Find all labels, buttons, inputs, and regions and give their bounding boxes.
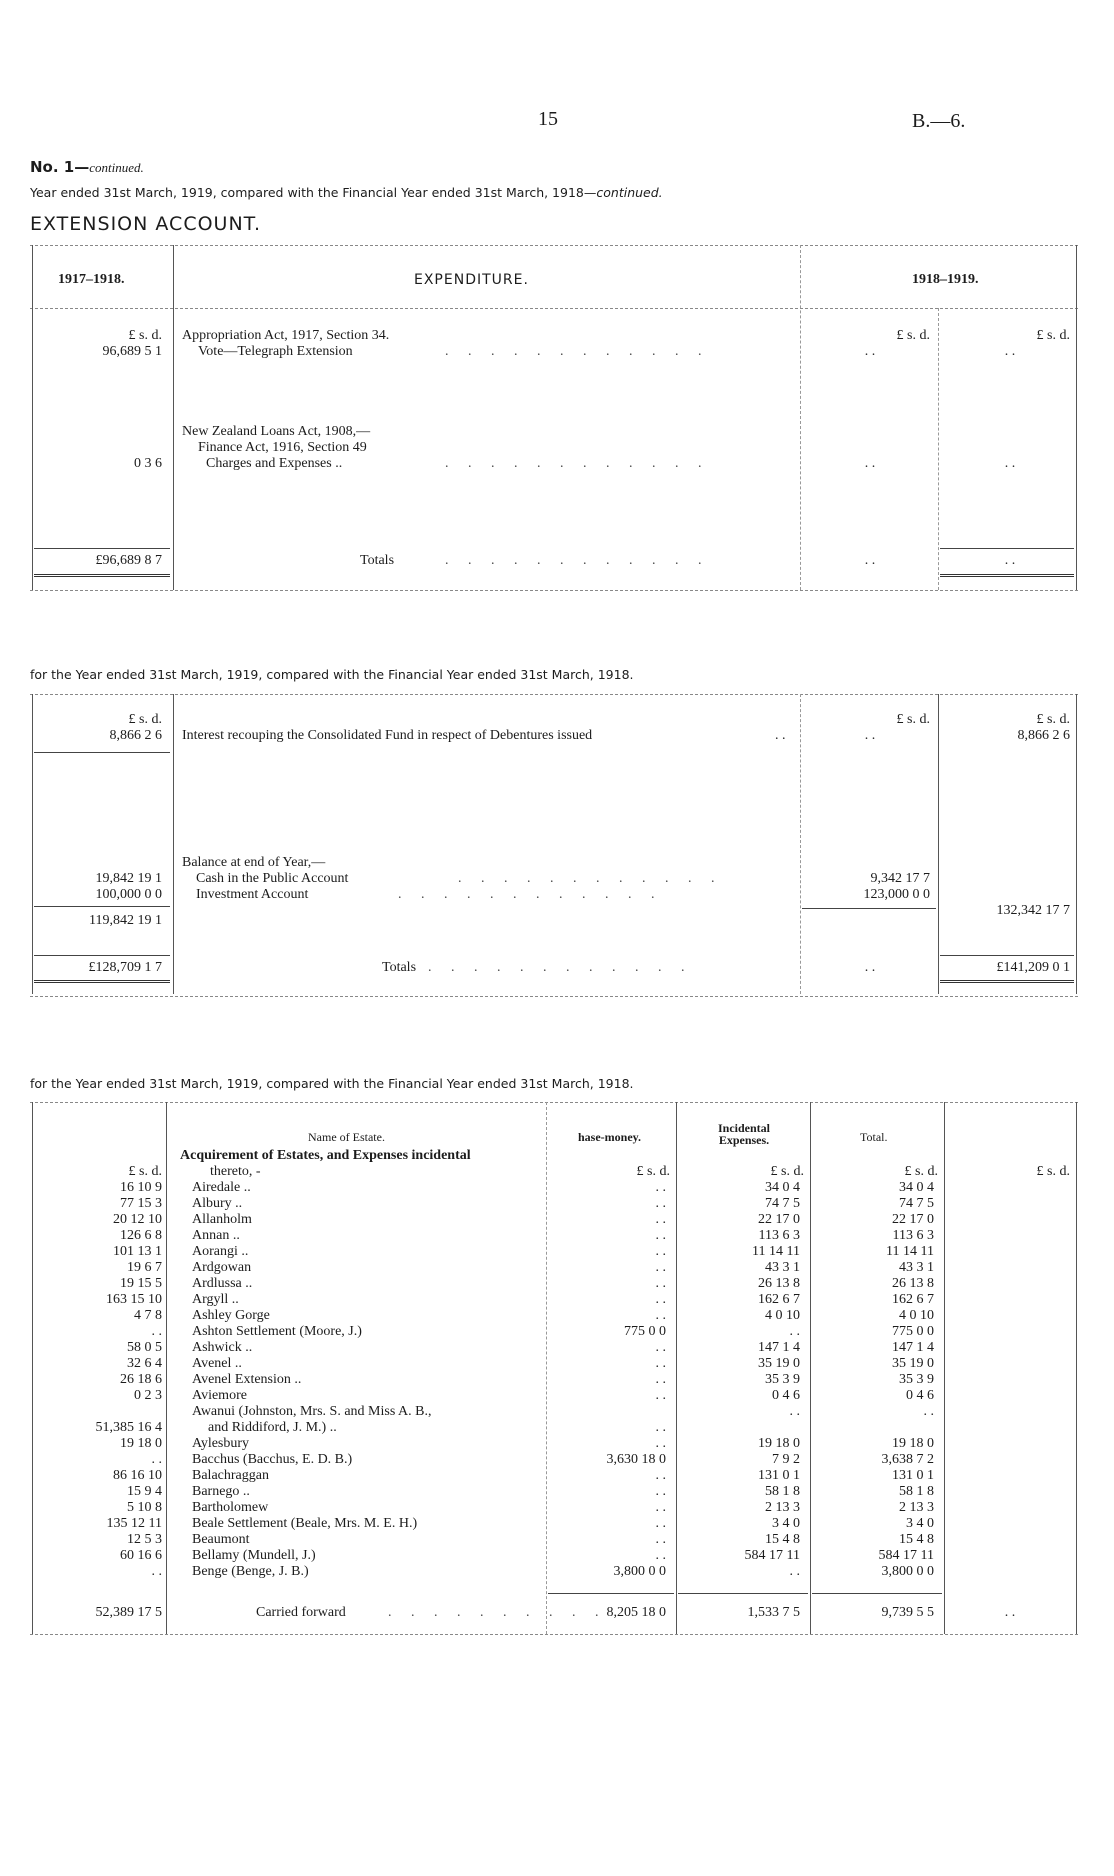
estate-prev-amount: 19 18 0 [120, 1436, 162, 1451]
estate-name: Beale Settlement (Beale, Mrs. M. E. H.) [192, 1516, 418, 1531]
s3-unit-purchase: £ s. d. [636, 1164, 670, 1179]
col-total: Total. [860, 1130, 888, 1144]
estate-incidental: 34 0 4 [765, 1180, 800, 1195]
total-1918-col1: . . [864, 553, 876, 568]
carried-leader: . . . . . . . . . . [388, 1605, 607, 1620]
s2-unit-left: £ s. d. [128, 712, 162, 727]
s2-cash-label: Cash in the Public Account [196, 871, 349, 886]
total-1917-amount: £96,689 8 7 [95, 553, 162, 568]
estate-name: Ardlussa .. [192, 1276, 253, 1291]
heading-no: No. 1—continued. [30, 158, 144, 176]
section2-heading: for the Year ended 31st March, 1919, compared with the Financial Year ended 31st March, 1918. [30, 667, 634, 682]
estate-purchase-money: . . [655, 1308, 666, 1323]
estate-name: Balachraggan [192, 1468, 269, 1483]
estate-purchase-money: . . [655, 1356, 666, 1371]
estate-incidental: 35 3 9 [765, 1372, 800, 1387]
estate-prev-amount: 58 0 5 [127, 1340, 162, 1355]
estate-prev-amount: 126 6 8 [120, 1228, 162, 1243]
total-1918-col2: . . [1004, 553, 1016, 568]
s2-investment-left: 100,000 0 0 [95, 887, 162, 902]
s2-row1-right: 8,866 2 6 [1017, 728, 1070, 743]
estate-total: 3,638 7 2 [881, 1452, 934, 1467]
estate-incidental: 15 4 8 [765, 1532, 800, 1547]
estate-prev-amount: 0 2 3 [134, 1388, 162, 1403]
estate-purchase-money: . . [655, 1260, 666, 1275]
s2-total-col1: . . [864, 960, 876, 975]
estate-purchase-money: . . [655, 1276, 666, 1291]
estate-name: Benge (Benge, J. B.) [192, 1564, 309, 1579]
estate-name: Albury .. [192, 1196, 243, 1211]
row1-1918-col2: . . [1004, 344, 1016, 359]
estate-total: 584 17 11 [878, 1548, 934, 1563]
estate-name: Bartholomew [192, 1500, 269, 1515]
carried-left: 52,389 17 5 [95, 1605, 162, 1620]
estate-prev-amount: 4 7 8 [134, 1308, 162, 1323]
row2-1918-col1: . . [864, 456, 876, 471]
estate-prev-amount: 32 6 4 [127, 1356, 162, 1371]
s2-total-left: £128,709 1 7 [88, 960, 162, 975]
estate-name: Barnego .. [192, 1484, 250, 1499]
carried-incidental: 1,533 7 5 [747, 1605, 800, 1620]
acquirement-line2: thereto, - [210, 1164, 261, 1179]
estate-purchase-money: . . [655, 1292, 666, 1307]
estate-incidental: 2 13 3 [765, 1500, 800, 1515]
estate-name: Airedale .. [192, 1180, 251, 1195]
estate-name: Aorangi .. [192, 1244, 249, 1259]
heading-year-line: Year ended 31st March, 1919, compared with the Financial Year ended 31st March, 1918—continued. [30, 185, 663, 200]
estate-name: Avenel Extension .. [192, 1372, 302, 1387]
estate-name: Ardgowan [192, 1260, 252, 1275]
page-number: 15 [538, 108, 558, 130]
col-expenditure: EXPENDITURE. [414, 272, 529, 288]
s2-totals-label: Totals [382, 960, 417, 975]
estate-prev-amount: 77 15 3 [120, 1196, 162, 1211]
unit-right-2: £ s. d. [1036, 328, 1070, 343]
estate-name: Bacchus (Bacchus, E. D. B.) [192, 1452, 353, 1467]
row2-1918-col2: . . [1004, 456, 1016, 471]
estate-purchase-money: . . [655, 1436, 666, 1451]
s2-total-right: £141,209 0 1 [996, 960, 1070, 975]
estate-name: Allanholm [192, 1212, 252, 1227]
estate-total: 58 1 8 [899, 1484, 934, 1499]
s3-unit-incidental: £ s. d. [770, 1164, 804, 1179]
unit-right-1: £ s. d. [896, 328, 930, 343]
carried-purchase: 8,205 18 0 [606, 1605, 666, 1620]
estate-purchase-money: . . [655, 1516, 666, 1531]
col-1917-1918: 1917–1918. [58, 272, 125, 287]
row2-1917-amount: 0 3 6 [134, 456, 162, 471]
s2-investment-right: 123,000 0 0 [863, 887, 930, 902]
estate-purchase-money: . . [655, 1228, 666, 1243]
s2-subtotal-left: 119,842 19 1 [89, 913, 162, 928]
estate-total: 34 0 4 [899, 1180, 934, 1195]
estate-prev-amount: 135 12 11 [106, 1516, 162, 1531]
s2-investment-label: Investment Account [196, 887, 309, 902]
estate-purchase-money: . . [655, 1548, 666, 1563]
estate-purchase-money: . . [655, 1532, 666, 1547]
estate-prev-amount: 16 10 9 [120, 1180, 162, 1195]
estate-purchase-money: . . [655, 1180, 666, 1195]
estate-total: 43 3 1 [899, 1260, 934, 1275]
estate-name: Argyll .. [192, 1292, 239, 1307]
estate-purchase-money: 3,630 18 0 [606, 1452, 666, 1467]
row2-leader: . . . . . . . . . . . . [445, 456, 710, 471]
totals-label: Totals [360, 553, 395, 568]
estate-incidental: 584 17 11 [744, 1548, 800, 1563]
estate-prev-amount: 15 9 4 [127, 1484, 162, 1499]
row1-line1: Appropriation Act, 1917, Section 34. [182, 328, 390, 343]
estate-prev-amount: . . [151, 1564, 162, 1579]
estate-incidental: . . [789, 1404, 800, 1419]
estate-total: 3,800 0 0 [881, 1564, 934, 1579]
estate-name: Bellamy (Mundell, J.) [192, 1548, 316, 1563]
estate-purchase-money: . . [655, 1372, 666, 1387]
s3-unit-left: £ s. d. [128, 1164, 162, 1179]
estate-total: 2 13 3 [899, 1500, 934, 1515]
estate-total: 3 4 0 [906, 1516, 934, 1531]
s2-row1-label: Interest recouping the Consolidated Fund in respect of Debentures issued [182, 728, 593, 743]
estate-purchase-money: . . [655, 1500, 666, 1515]
estate-incidental: 131 0 1 [758, 1468, 800, 1483]
estate-total: 22 17 0 [892, 1212, 934, 1227]
estate-total: 15 4 8 [899, 1532, 934, 1547]
s3-unit-total: £ s. d. [904, 1164, 938, 1179]
estate-incidental: 0 4 6 [772, 1388, 800, 1403]
estate-prev-amount: 19 15 5 [120, 1276, 162, 1291]
s2-investment-leader: . . . . . . . . . . . . [398, 887, 663, 902]
estate-purchase-money: . . [655, 1388, 666, 1403]
estate-name: Ashwick .. [192, 1340, 253, 1355]
row1-line2: Vote—Telegraph Extension [198, 344, 353, 359]
carried-forward-label: Carried forward [256, 1605, 346, 1620]
account-title: EXTENSION ACCOUNT. [30, 213, 262, 235]
estate-purchase-money: . . [655, 1484, 666, 1499]
estate-total: 19 18 0 [892, 1436, 934, 1451]
estate-prev-amount: 51,385 16 4 [95, 1420, 162, 1435]
estate-total: 775 0 0 [892, 1324, 934, 1339]
s2-balance-label: Balance at end of Year,— [182, 855, 326, 870]
estate-prev-amount: 5 10 8 [127, 1500, 162, 1515]
col-incidental: Incidental Expenses. [717, 1121, 770, 1147]
s2-subtotal-right: 132,342 17 7 [996, 903, 1070, 918]
carried-total: 9,739 5 5 [881, 1605, 934, 1620]
estate-purchase-money: . . [655, 1420, 666, 1435]
s2-cash-leader: . . . . . . . . . . . . [458, 871, 723, 886]
s3-unit-last: £ s. d. [1036, 1164, 1070, 1179]
estate-name: Annan .. [192, 1228, 240, 1243]
estate-total: 131 0 1 [892, 1468, 934, 1483]
estate-incidental: 162 6 7 [758, 1292, 800, 1307]
totals-leader: . . . . . . . . . . . . [445, 553, 710, 568]
estate-name: Aylesbury [192, 1436, 250, 1451]
row2-line2: Finance Act, 1916, Section 49 [198, 440, 367, 455]
estate-total: 11 14 11 [886, 1244, 934, 1259]
s2-unit-right-2: £ s. d. [1036, 712, 1070, 727]
estate-purchase-money: 3,800 0 0 [613, 1564, 666, 1579]
estate-incidental: . . [789, 1564, 800, 1579]
estate-incidental: 43 3 1 [765, 1260, 800, 1275]
estate-name: Aviemore [192, 1388, 247, 1403]
estate-name: Avenel .. [192, 1356, 242, 1371]
s2-cash-right: 9,342 17 7 [870, 871, 930, 886]
estate-incidental: 147 1 4 [758, 1340, 800, 1355]
estate-incidental: 11 14 11 [752, 1244, 800, 1259]
estate-incidental: 4 0 10 [765, 1308, 800, 1323]
estate-name: Awanui (Johnston, Mrs. S. and Miss A. B., [192, 1404, 432, 1419]
estate-incidental: 26 13 8 [758, 1276, 800, 1291]
estate-incidental: 58 1 8 [765, 1484, 800, 1499]
estate-total: 0 4 6 [906, 1388, 934, 1403]
estate-name: Ashton Settlement (Moore, J.) [192, 1324, 362, 1339]
estate-purchase-money: . . [655, 1212, 666, 1227]
estate-total: 74 7 5 [899, 1196, 934, 1211]
estate-incidental: 7 9 2 [772, 1452, 800, 1467]
row2-line1: New Zealand Loans Act, 1908,— [182, 424, 371, 439]
estate-prev-amount: 60 16 6 [120, 1548, 162, 1563]
s2-totals-leader: . . . . . . . . . . . . [428, 960, 693, 975]
estate-prev-amount: 20 12 10 [113, 1212, 162, 1227]
estate-purchase-money: . . [655, 1468, 666, 1483]
col-1918-1919: 1918–1919. [912, 272, 979, 287]
carried-last: . . [1004, 1605, 1016, 1620]
col-estate-name: Name of Estate. [308, 1130, 385, 1144]
estate-total: 26 13 8 [892, 1276, 934, 1291]
estate-incidental: 35 19 0 [758, 1356, 800, 1371]
estate-total: . . [923, 1404, 934, 1419]
estate-name: Beaumont [192, 1532, 250, 1547]
estate-incidental: 22 17 0 [758, 1212, 800, 1227]
estate-incidental: 74 7 5 [765, 1196, 800, 1211]
row1-1917-amount: 96,689 5 1 [102, 344, 162, 359]
s2-row1-leader: . . [775, 728, 786, 743]
s2-row1-col1: . . [864, 728, 876, 743]
page-code: B.—6. [912, 110, 966, 132]
row1-leader: . . . . . . . . . . . . [445, 344, 710, 359]
estate-incidental: 113 6 3 [758, 1228, 800, 1243]
estate-incidental: 3 4 0 [772, 1516, 800, 1531]
estate-purchase-money: . . [655, 1196, 666, 1211]
estate-prev-amount: . . [151, 1324, 162, 1339]
estate-incidental: . . [789, 1324, 800, 1339]
estate-total: 35 19 0 [892, 1356, 934, 1371]
estate-name: Ashley Gorge [192, 1308, 270, 1323]
estate-prev-amount: 101 13 1 [113, 1244, 162, 1259]
estate-purchase-money: . . [655, 1340, 666, 1355]
estate-prev-amount: 19 6 7 [127, 1260, 162, 1275]
estate-prev-amount: 86 16 10 [113, 1468, 162, 1483]
estate-purchase-money: 775 0 0 [624, 1324, 666, 1339]
s2-row1-left: 8,866 2 6 [109, 728, 162, 743]
estate-incidental: 19 18 0 [758, 1436, 800, 1451]
estate-name: and Riddiford, J. M.) .. [208, 1420, 337, 1435]
estate-total: 113 6 3 [892, 1228, 934, 1243]
estate-prev-amount: . . [151, 1452, 162, 1467]
acquirement-line1: Acquirement of Estates, and Expenses incidental [180, 1148, 471, 1163]
estate-total: 35 3 9 [899, 1372, 934, 1387]
s2-cash-left: 19,842 19 1 [95, 871, 162, 886]
unit-left: £ s. d. [128, 328, 162, 343]
s2-unit-right-1: £ s. d. [896, 712, 930, 727]
estate-prev-amount: 12 5 3 [127, 1532, 162, 1547]
section3-heading: for the Year ended 31st March, 1919, compared with the Financial Year ended 31st March, 1918. [30, 1076, 634, 1091]
col-purchase-money: hase-money. [578, 1130, 641, 1144]
estate-prev-amount: 163 15 10 [106, 1292, 162, 1307]
estate-purchase-money: . . [655, 1244, 666, 1259]
estate-total: 4 0 10 [899, 1308, 934, 1323]
row2-line3: Charges and Expenses .. [206, 456, 343, 471]
estate-prev-amount: 26 18 6 [120, 1372, 162, 1387]
estate-total: 147 1 4 [892, 1340, 934, 1355]
estate-total: 162 6 7 [892, 1292, 934, 1307]
row1-1918-col1: . . [864, 344, 876, 359]
